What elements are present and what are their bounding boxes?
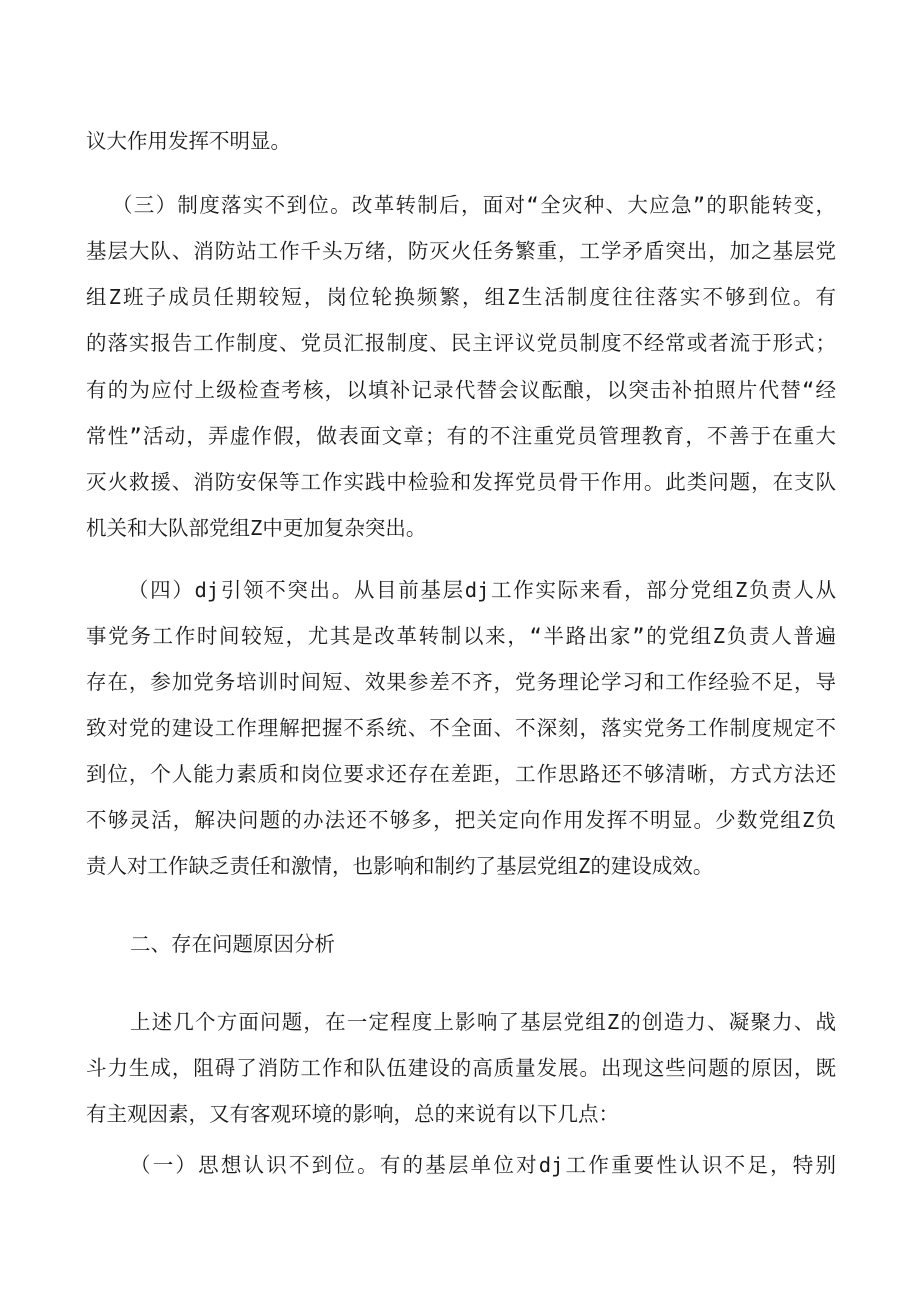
text-line-15: 不够灵活，解决问题的办法还不够多，把关定向作用发挥不明显。少数党组Z负: [86, 808, 836, 832]
text-line-10: （四）dj引领不突出。从目前基层dj工作实际来看，部分党组Z负责人从: [128, 578, 836, 602]
text-line-7: 常性”活动，弄虚作假，做表面文章；有的不注重党员管理教育，不善于在重大: [86, 424, 836, 448]
text-line-13: 致对党的建设工作理解把握不系统、不全面、不深刻，落实党务工作制度规定不: [86, 716, 836, 740]
text-line-8: 灭火救援、消防安保等工作实践中检验和发挥党员骨干作用。此类问题，在支队: [86, 470, 836, 494]
text-line-4: 组Z班子成员任期较短，岗位轮换频繁，组Z生活制度往往落实不够到位。有: [86, 285, 836, 309]
text-line-2: （三）制度落实不到位。改革转制后，面对“全灾种、大应急”的职能转变，: [112, 193, 836, 217]
text-line-21: （一）思想认识不到位。有的基层单位对dj工作重要性认识不足，特别: [130, 1153, 836, 1177]
text-line-12: 存在，参加党务培训时间短、效果参差不齐，党务理论学习和工作经验不足，导: [86, 670, 836, 694]
text-line-16: 责人对工作缺乏责任和激情，也影响和制约了基层党组Z的建设成效。: [86, 854, 714, 878]
text-line-19: 斗力生成，阻碍了消防工作和队伍建设的高质量发展。出现这些问题的原因，既: [86, 1056, 836, 1080]
text-line-20: 有主观因素，又有客观环境的影响，总的来说有以下几点：: [86, 1102, 619, 1126]
text-line-11: 事党务工作时间较短，尤其是改革转制以来，“半路出家”的党组Z负责人普遍: [86, 624, 836, 648]
text-line-6: 有的为应付上级检查考核，以填补记录代替会议酝酿，以突击补拍照片代替“经: [86, 378, 836, 402]
text-line-18: 上述几个方面问题，在一定程度上影响了基层党组Z的创造力、凝聚力、战: [130, 1010, 836, 1034]
text-line-14: 到位，个人能力素质和岗位要求还存在差距，工作思路还不够清晰，方式方法还: [86, 762, 836, 786]
text-line-1: 议大作用发挥不明显。: [86, 129, 291, 153]
text-line-5: 的落实报告工作制度、党员汇报制度、民主评议党员制度不经常或者流于形式；: [86, 331, 836, 355]
text-line-9: 机关和大队部党组Z中更加复杂突出。: [86, 516, 427, 540]
text-line-3: 基层大队、消防站工作千头万绪，防灭火任务繁重，工学矛盾突出，加之基层党: [86, 239, 836, 263]
section-heading: 二、存在问题原因分析: [130, 932, 335, 956]
